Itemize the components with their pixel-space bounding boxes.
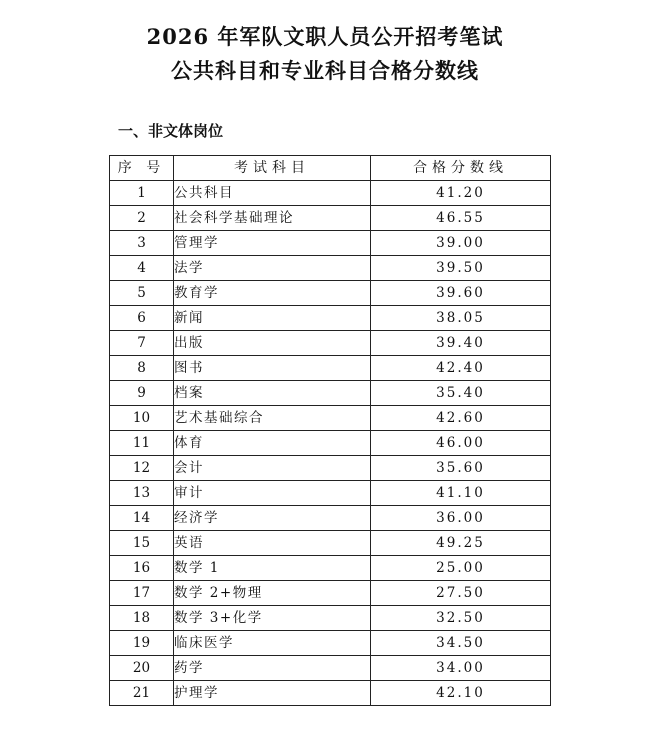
row-score: 27.50 (371, 581, 551, 606)
row-score: 25.00 (371, 556, 551, 581)
row-subject: 护理学 (174, 681, 371, 706)
table-row (110, 181, 551, 206)
row-score: 39.50 (371, 256, 551, 281)
row-subject: 法学 (174, 256, 371, 281)
row-number: 11 (110, 431, 174, 456)
row-subject: 数学 3+化学 (174, 606, 371, 631)
row-number: 16 (110, 556, 174, 581)
row-score: 42.40 (371, 356, 551, 381)
row-number: 3 (110, 231, 174, 256)
table-row (110, 356, 551, 381)
row-subject: 出版 (174, 331, 371, 356)
header-subject: 考试科目 (174, 156, 371, 181)
row-number: 4 (110, 256, 174, 281)
row-number: 1 (110, 181, 174, 206)
table-row (110, 581, 551, 606)
table-header-row (110, 156, 551, 181)
table-row (110, 556, 551, 581)
row-number: 15 (110, 531, 174, 556)
row-score: 46.55 (371, 206, 551, 231)
table-row (110, 606, 551, 631)
section-heading: 一、非文体岗位 (118, 122, 224, 140)
row-score: 39.60 (371, 281, 551, 306)
document-title-line-1: 2026 年军队文职人员公开招考笔试 (146, 24, 504, 49)
table-row (110, 206, 551, 231)
row-score: 46.00 (371, 431, 551, 456)
row-number: 9 (110, 381, 174, 406)
header-score: 合格分数线 (371, 156, 551, 181)
row-subject: 体育 (174, 431, 371, 456)
row-score: 49.25 (371, 531, 551, 556)
score-table (109, 155, 551, 706)
table-row (110, 306, 551, 331)
row-score: 32.50 (371, 606, 551, 631)
row-score: 35.40 (371, 381, 551, 406)
row-score: 36.00 (371, 506, 551, 531)
table-row (110, 231, 551, 256)
row-score: 39.40 (371, 331, 551, 356)
table-row (110, 531, 551, 556)
row-number: 2 (110, 206, 174, 231)
row-number: 17 (110, 581, 174, 606)
table-row (110, 681, 551, 706)
row-number: 6 (110, 306, 174, 331)
table-row (110, 656, 551, 681)
table-row (110, 381, 551, 406)
row-score: 42.60 (371, 406, 551, 431)
row-score: 41.20 (371, 181, 551, 206)
table-row (110, 256, 551, 281)
document-title-line-2: 公共科目和专业科目合格分数线 (171, 58, 479, 83)
row-score: 34.50 (371, 631, 551, 656)
row-score: 35.60 (371, 456, 551, 481)
row-number: 5 (110, 281, 174, 306)
table-row (110, 431, 551, 456)
table-row (110, 481, 551, 506)
row-score: 34.00 (371, 656, 551, 681)
table-row (110, 456, 551, 481)
table-row (110, 406, 551, 431)
row-number: 18 (110, 606, 174, 631)
row-subject: 公共科目 (174, 181, 371, 206)
row-number: 19 (110, 631, 174, 656)
row-score: 39.00 (371, 231, 551, 256)
row-number: 14 (110, 506, 174, 531)
row-number: 10 (110, 406, 174, 431)
row-subject: 审计 (174, 481, 371, 506)
row-subject: 英语 (174, 531, 371, 556)
table-row (110, 331, 551, 356)
row-score: 42.10 (371, 681, 551, 706)
row-subject: 档案 (174, 381, 371, 406)
row-subject: 数学 2+物理 (174, 581, 371, 606)
row-score: 41.10 (371, 481, 551, 506)
row-subject: 会计 (174, 456, 371, 481)
table-row (110, 281, 551, 306)
row-subject: 经济学 (174, 506, 371, 531)
row-number: 12 (110, 456, 174, 481)
row-subject: 临床医学 (174, 631, 371, 656)
row-number: 8 (110, 356, 174, 381)
row-subject: 数学 1 (174, 556, 371, 581)
header-number: 序 号 (110, 156, 174, 181)
row-subject: 管理学 (174, 231, 371, 256)
table-body (110, 181, 551, 706)
row-number: 21 (110, 681, 174, 706)
row-number: 7 (110, 331, 174, 356)
row-score: 38.05 (371, 306, 551, 331)
row-subject: 艺术基础综合 (174, 406, 371, 431)
row-number: 20 (110, 656, 174, 681)
row-subject: 药学 (174, 656, 371, 681)
table-row (110, 506, 551, 531)
row-subject: 新闻 (174, 306, 371, 331)
row-subject: 社会科学基础理论 (174, 206, 371, 231)
row-number: 13 (110, 481, 174, 506)
row-subject: 教育学 (174, 281, 371, 306)
row-subject: 图书 (174, 356, 371, 381)
table-row (110, 631, 551, 656)
